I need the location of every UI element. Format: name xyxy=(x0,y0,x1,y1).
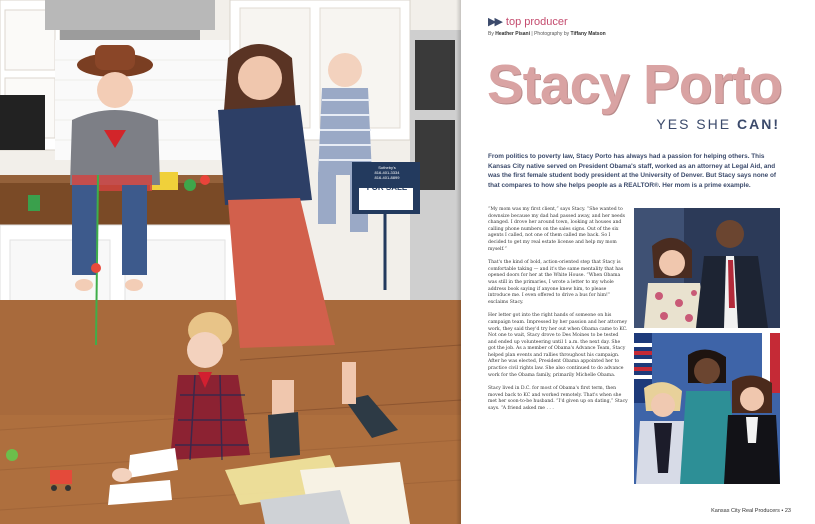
sign-brand: Sotheby's xyxy=(378,165,396,170)
for-sale-sign xyxy=(355,164,419,212)
subtitle-part-2: CAN! xyxy=(737,116,780,132)
sign-phone-2: 816-401-8899 xyxy=(374,175,400,180)
article-intro: From politics to poverty law, Stacy Porto has always had a passion for helping others. This Kansas City native served on President Obama's staff, worked as an attorney at Legal Aid, and was the first female student body president at the University of Denver. But Stacy says none of that compares to how she helps people as a REALTOR®. Her mom is a prime example. xyxy=(488,153,777,189)
subtitle-part-1: YES SHE xyxy=(656,116,737,132)
double-arrow-icon: ▶▶ xyxy=(488,15,501,28)
footer-separator: • xyxy=(781,508,784,514)
byline-author: Heather Pisani xyxy=(495,31,530,37)
article-subtitle xyxy=(656,116,780,132)
footer-publication: Kansas City Real Producers xyxy=(711,508,780,514)
article-title: Stacy Porto xyxy=(487,53,782,115)
section-header xyxy=(488,15,568,28)
article-body xyxy=(488,207,628,420)
section-label: top producer xyxy=(505,15,568,28)
byline-photographer: Tiffany Matson xyxy=(570,31,606,37)
byline-photo-prefix: Photography by xyxy=(534,31,570,37)
body-paragraph-2: That's the kind of bold, action-oriented step that Stacy is comfortable taking — and it's the same mentality that has opened doors for her at the White House. “When Obama was still in the primaries, I wrote a letter to my whole address book saying if anyone knew him, to please introduce me. I even offered to drive a bus for him!” exclaims Stacy. xyxy=(488,260,624,305)
footer-page-number: 23 xyxy=(784,508,791,514)
body-paragraph-1: “My mom was my first client,” says Stacy. “She wanted to downsize because my dad had passed away, and her needs changed. I drove her around town, looking at houses and calling phone numbers on the sales signs. Out of the six agents I called, not one of them called me back. So I decided to get my real estate license and help my mom myself.” xyxy=(488,207,626,252)
photo-with-president xyxy=(634,208,780,328)
page-footer xyxy=(711,508,791,514)
body-paragraph-4: Stacy lived in D.C. for most of Obama's first term, then moved back to KC and worked remotely. That's when she met her soon-to-be husband. “I'd given up on dating,” Stacy says. “A friend asked me . . . xyxy=(488,386,628,412)
byline-separator: | xyxy=(531,31,533,37)
body-paragraph-3: Her letter got into the right hands of someone on his campaign team. Impressed by her passion and her attorney work, they said they'd try her out when Obama came to KC. Not one to wait, Stacy drove to Des Moines to be tested and ended up volunteering until 1 a.m. the next day. She got the job. As a member of Obama's Advance Team, Stacy helped plan events and rallies throughout his campaign. After he was elected, President Obama appointed her to practice civil rights law. She also continued to do advance work for the Obama family, primarily Michelle Obama. xyxy=(488,313,628,378)
byline xyxy=(488,31,606,37)
sign-phone-1: 816-401-3334 xyxy=(374,170,400,175)
byline-by: By xyxy=(488,31,494,37)
photo-with-first-lady xyxy=(634,333,780,484)
sign-for-sale-text: FOR SALE xyxy=(366,183,408,192)
article-page xyxy=(461,0,815,524)
